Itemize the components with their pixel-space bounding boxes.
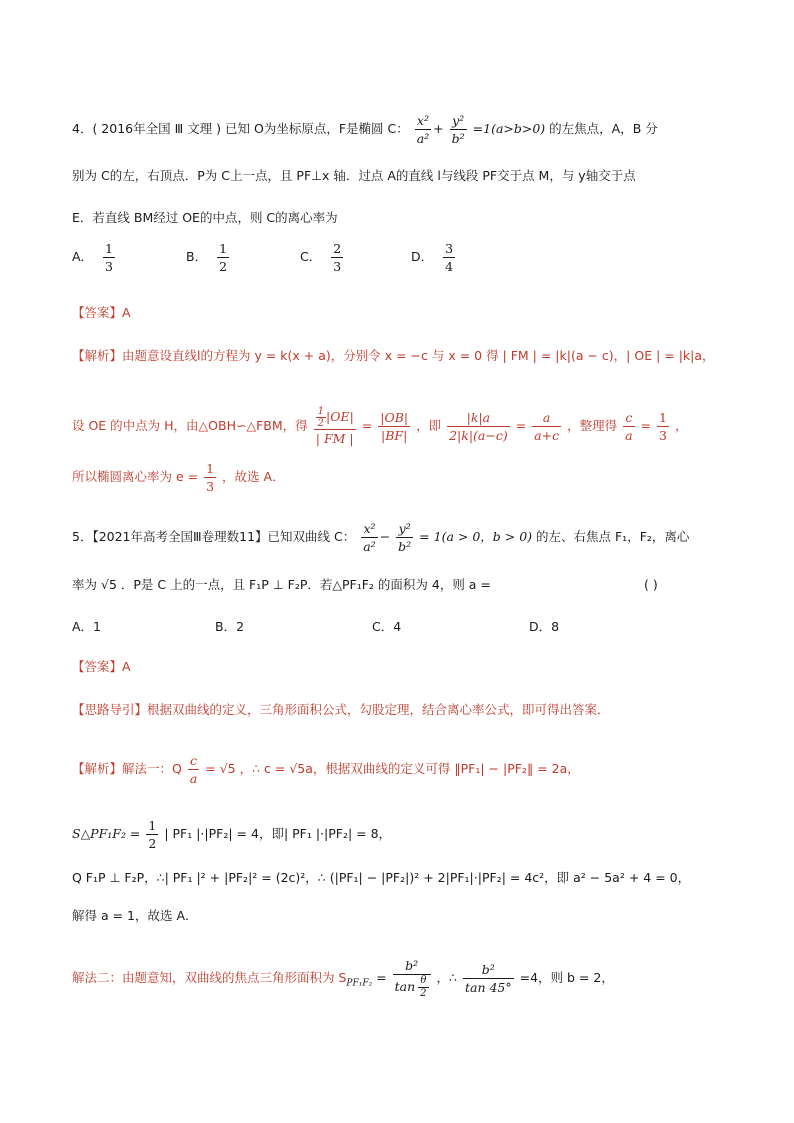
- q4-line2: 别为 C的左，右顶点．P为 C上一点，且 PF⊥x 轴．过点 A的直线 l与线段 PF交于点 M，与 y轴交于点: [72, 168, 636, 183]
- q5-method1-line2: S△PF₁F₂ = $\frac{1}{2}$ | PF₁ |·|PF₂| = 4，即| PF₁ |·|PF₂| = 8，: [72, 818, 392, 851]
- q4-explanation-line2: 设 OE 的中点为 H，由△OBH∽△FBM，得 $\frac{1}{2}$ |OE| | FM | = $\frac{|OB|}{|BF|}$ ，即 $\frac{|k|a}{2|k|(a-c)}$ = $\frac{a}{a+c}$ ，整理得 $\frac{c}{a}$ = $\frac{1}{3}$ ，: [72, 406, 688, 446]
- fraction-b2-tan: b² tan $\frac{\theta}{2}$: [393, 957, 431, 1000]
- q4-line1: 4．( 2016年全国 Ⅲ 文理 ) 已知 O为坐标原点，F是椭圆 C： $\frac{\text{x²}}{\text{a²}}$ + $\frac{\text{y²}}{\text{b²}}$ =1(a>b>0) 的左焦点，A，B 分: [72, 113, 658, 146]
- q4-option-c[interactable]: C． $\frac{2}{3}$: [300, 241, 342, 274]
- ellipse-term-y: $\frac{\text{y²}}{\text{b²}}$: [451, 113, 465, 146]
- ellipse-term-x: $\frac{\text{x²}}{\text{a²}}$: [416, 113, 430, 146]
- fraction-oe-fm: $\frac{1}{2}$ |OE| | FM |: [314, 406, 356, 447]
- q5-option-d[interactable]: D．8: [529, 619, 560, 634]
- q4-stem-end: 的左焦点，A，B 分: [549, 121, 658, 136]
- q4-answer: 【答案】A: [72, 305, 131, 320]
- q5-method2-line1: 解法二：由题意知，双曲线的焦点三角形面积为 $S_{PF_1F_2}$ = b² tan $\frac{\theta}{2}$ ，∴ $\frac{\text{b²}}{\tan 45^\circ}$ =4，则 b = 2，: [72, 958, 614, 999]
- q5-method1-line3: Q F₁P ⊥ F₂P，∴| PF₁ |² + |PF₂|² = (2c)²，∴ (|PF₁| − |PF₂|)² + 2|PF₁|·|PF₂| = 4c²，即 a² − 5a² + 4 = 0，: [72, 870, 691, 885]
- q4-option-b[interactable]: B． $\frac{1}{2}$: [186, 241, 228, 274]
- q4-option-d[interactable]: D． $\frac{3}{4}$: [411, 241, 454, 274]
- q4-stem-start: 4．( 2016年全国 Ⅲ 文理 ) 已知 O为坐标原点，F是椭圆 C：: [72, 121, 409, 136]
- q5-method1-line1: 【解析】解法一：Q $\frac{c}{a}$ = √5 ，∴ c = √5a，根据双曲线的定义可得 ‖PF₁| − |PF₂‖ = 2a，: [72, 753, 580, 786]
- q5-guide: 【思路导引】根据双曲线的定义，三角形面积公式，勾股定理，结合离心率公式，即可得出答案．: [72, 702, 610, 717]
- hyperbola-term-x: $\frac{\text{x²}}{\text{a²}}$: [363, 521, 376, 554]
- q5-method1-line4: 解得 a = 1，故选 A．: [72, 908, 198, 923]
- q4-explanation-line1: 【解析】由题意设直线l的方程为 y = k(x + a)，分别令 x = −c 与 x = 0 得 | FM | = |k|(a − c)，| OE | = |k|a，: [72, 348, 715, 363]
- q5-answer: 【答案】A: [72, 659, 131, 674]
- q5-line1: 5．【2021年高考全国Ⅲ卷理数11】已知双曲线 C： $\frac{\text{x²}}{\text{a²}}$ − $\frac{\text{y²}}{\text{b²}}$ = 1(a > 0，b > 0) 的左、右焦点 F₁，F₂，离心: [72, 521, 690, 554]
- q5-option-c[interactable]: C．4: [372, 619, 402, 634]
- q5-option-a[interactable]: A．1: [72, 619, 102, 634]
- q4-option-a[interactable]: A． $\frac{1}{3}$: [72, 241, 113, 274]
- q5-line2: 率为 √5 ．P是 C 上的一点，且 F₁P ⊥ F₂P．若△PF₁F₂ 的面积为 4，则 a = ( ): [72, 575, 722, 595]
- hyperbola-term-y: $\frac{\text{y²}}{\text{b²}}$: [398, 521, 412, 554]
- q5-option-b[interactable]: B．2: [215, 619, 245, 634]
- answer-blank: ( ): [644, 577, 658, 592]
- ellipse-eq-tail: =1(a>b>0): [472, 121, 546, 136]
- q4-line3: E．若直线 BM经过 OE的中点，则 C的离心率为: [72, 210, 338, 225]
- q4-explanation-line3: 所以椭圆离心率为 e = $\frac{1}{3}$ ，故选 A．: [72, 461, 285, 494]
